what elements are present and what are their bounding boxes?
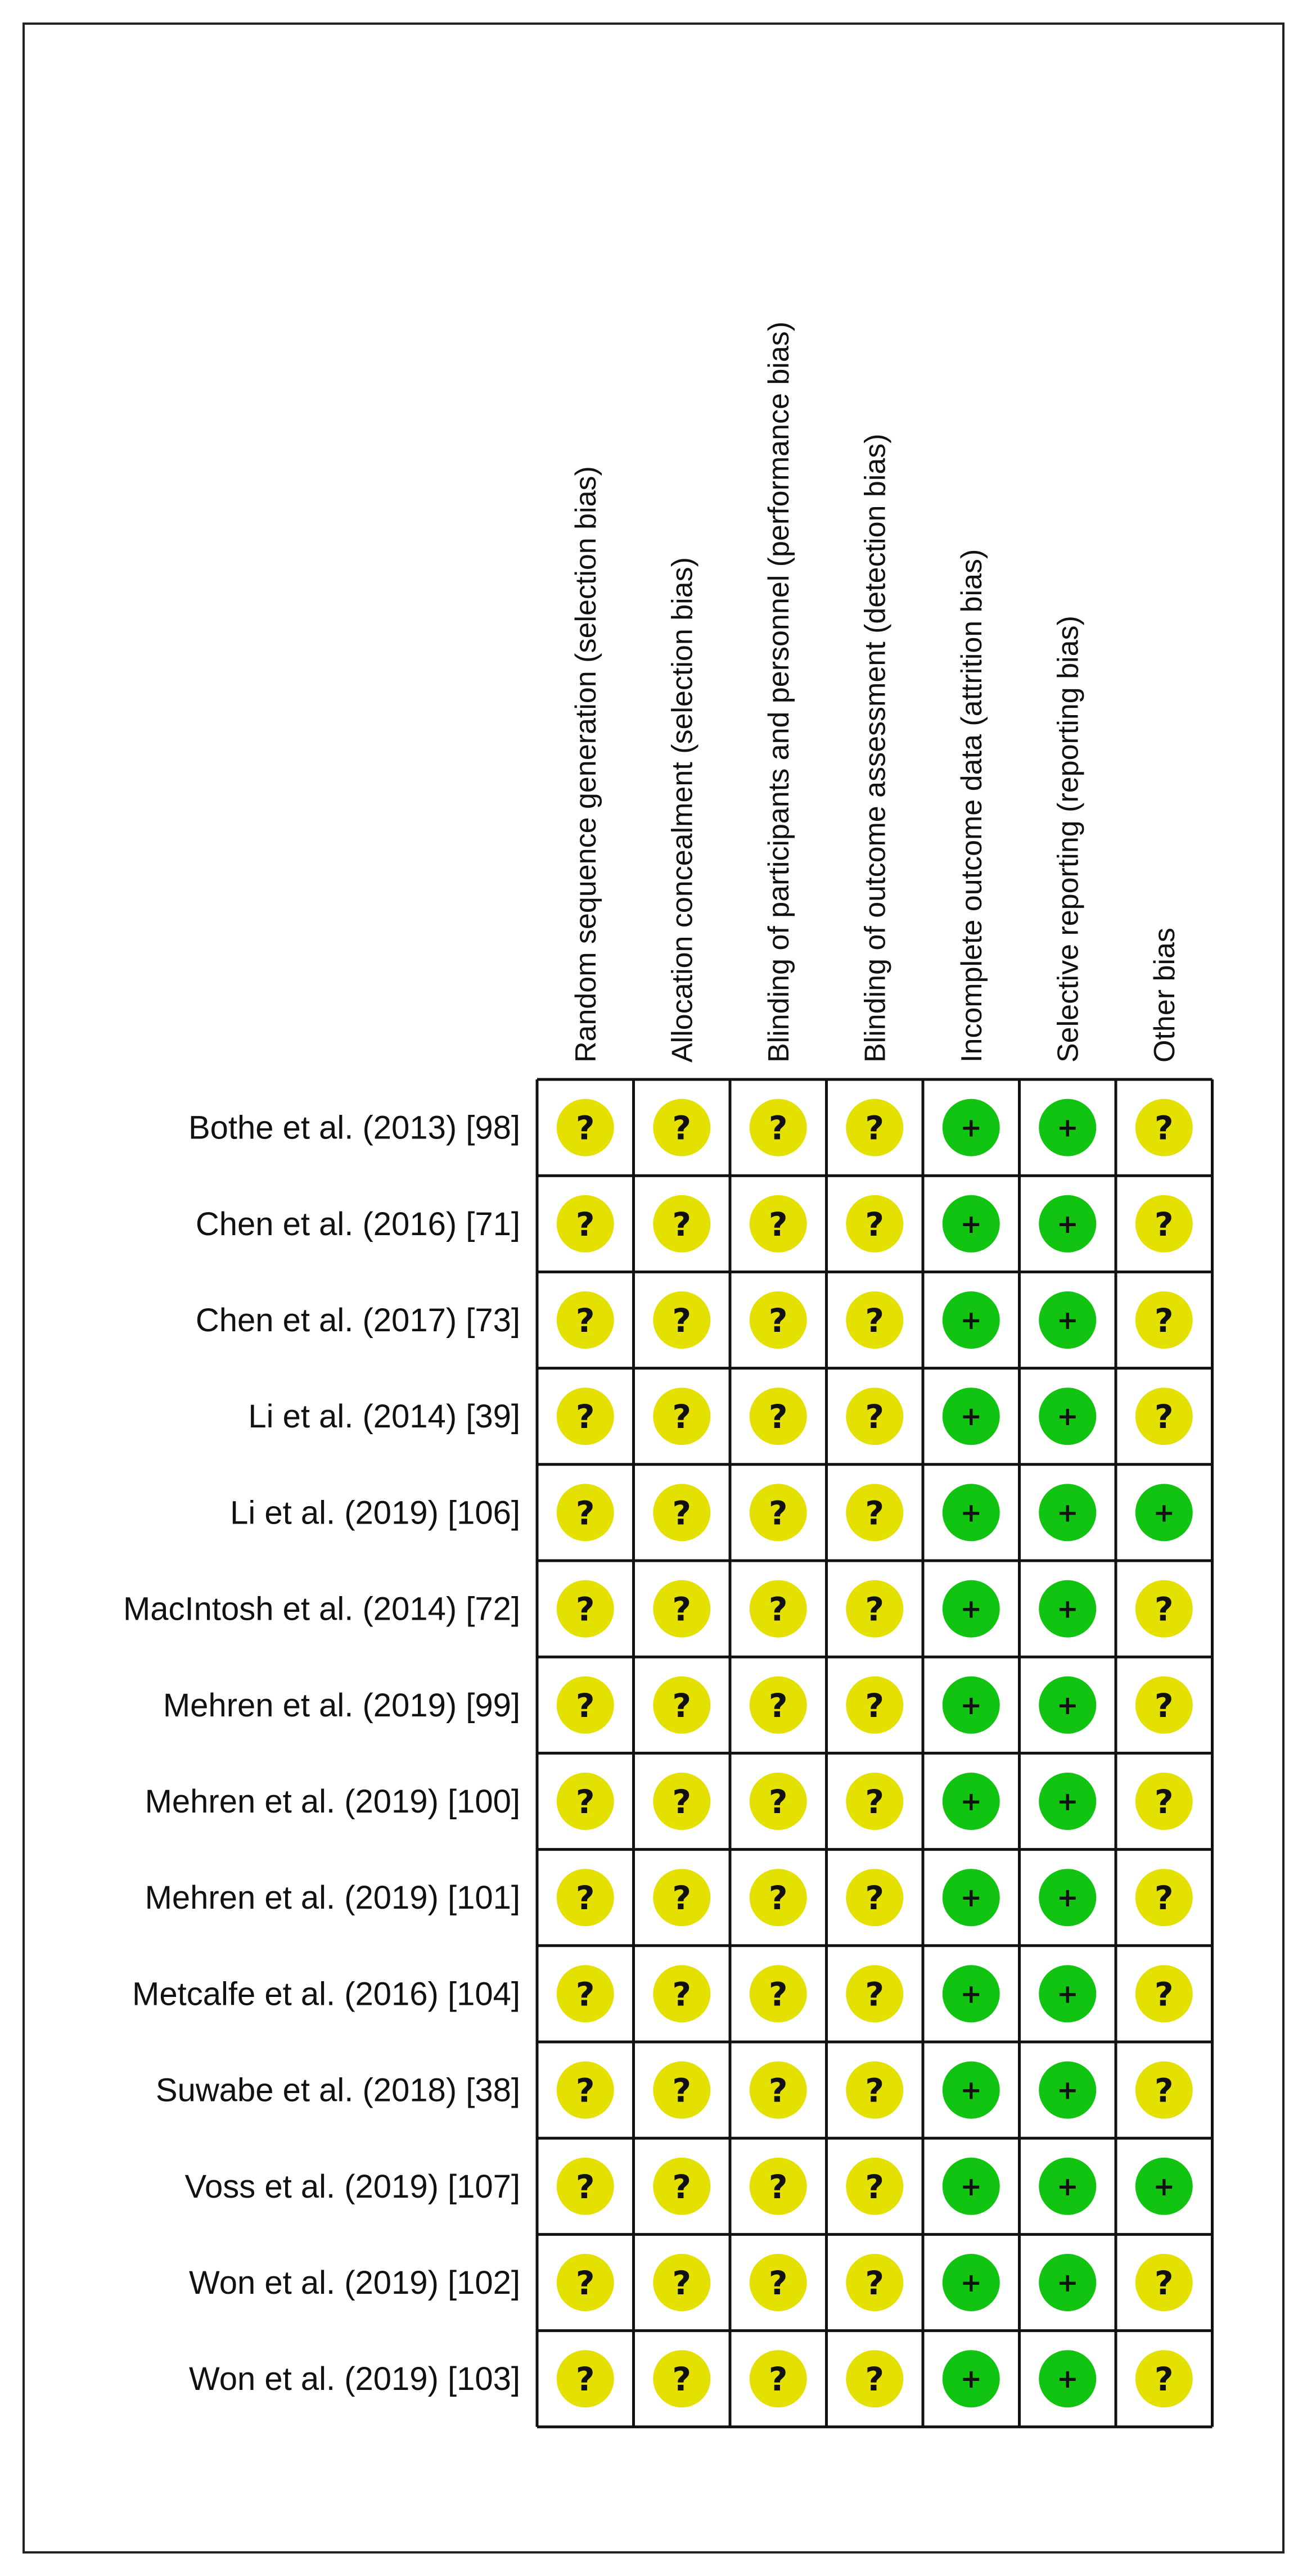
question-symbol: ?: [575, 2360, 595, 2399]
question-symbol: ?: [865, 1109, 885, 1147]
question-symbol: ?: [1154, 2360, 1174, 2399]
unclear-risk-mark: [557, 1484, 614, 1541]
question-symbol: ?: [1154, 1590, 1174, 1629]
question-symbol: ?: [865, 1783, 885, 1821]
question-symbol: ?: [575, 1398, 595, 1436]
low-risk-mark: [943, 2158, 1000, 2215]
question-symbol: ?: [865, 1301, 885, 1340]
low-risk-mark: [1039, 1676, 1096, 1734]
question-symbol: ?: [1154, 1686, 1174, 1725]
column-header: Blinding of participants and personnel (performance bias): [762, 321, 795, 1063]
unclear-risk-mark: [750, 1580, 807, 1638]
unclear-risk-mark: [846, 1773, 903, 1830]
unclear-risk-mark: [1135, 2062, 1193, 2119]
plus-symbol: +: [1056, 1689, 1079, 1720]
question-symbol: ?: [768, 1205, 788, 1244]
unclear-risk-mark: [653, 1869, 710, 1926]
plus-symbol: +: [960, 1978, 982, 2009]
unclear-risk-mark: [653, 1099, 710, 1156]
low-risk-mark: [1039, 1099, 1096, 1156]
question-symbol: ?: [1154, 2264, 1174, 2302]
unclear-risk-mark: [750, 1965, 807, 2022]
low-risk-mark: [943, 2254, 1000, 2311]
unclear-risk-mark: [653, 1291, 710, 1349]
question-symbol: ?: [672, 1109, 692, 1147]
unclear-risk-mark: [557, 1965, 614, 2022]
question-symbol: ?: [575, 1494, 595, 1533]
unclear-risk-mark: [653, 1580, 710, 1638]
question-symbol: ?: [865, 1494, 885, 1533]
question-symbol: ?: [768, 1494, 788, 1533]
unclear-risk-mark: [750, 1773, 807, 1830]
question-symbol: ?: [672, 2264, 692, 2302]
question-symbol: ?: [865, 2264, 885, 2302]
unclear-risk-mark: [750, 1291, 807, 1349]
low-risk-mark: [1039, 2254, 1096, 2311]
unclear-risk-mark: [1135, 1773, 1193, 1830]
question-symbol: ?: [672, 2071, 692, 2110]
unclear-risk-mark: [846, 1099, 903, 1156]
question-symbol: ?: [672, 1494, 692, 1533]
low-risk-mark: [1135, 1484, 1193, 1541]
low-risk-mark: [943, 1195, 1000, 1253]
question-symbol: ?: [575, 1686, 595, 1725]
low-risk-mark: [1039, 2350, 1096, 2407]
question-symbol: ?: [672, 1398, 692, 1436]
plus-symbol: +: [960, 1112, 982, 1143]
question-symbol: ?: [1154, 1109, 1174, 1147]
question-symbol: ?: [1154, 1975, 1174, 2014]
study-label: Voss et al. (2019) [107]: [184, 2168, 520, 2205]
study-label: Li et al. (2019) [106]: [230, 1494, 520, 1531]
unclear-risk-mark: [557, 1773, 614, 1830]
unclear-risk-mark: [653, 2158, 710, 2215]
question-symbol: ?: [1154, 1205, 1174, 1244]
unclear-risk-mark: [557, 1869, 614, 1926]
question-symbol: ?: [575, 1975, 595, 2014]
unclear-risk-mark: [846, 1195, 903, 1253]
unclear-risk-mark: [1135, 1580, 1193, 1638]
question-symbol: ?: [672, 1686, 692, 1725]
low-risk-mark: [943, 1484, 1000, 1541]
unclear-risk-mark: [846, 1965, 903, 2022]
unclear-risk-mark: [750, 1869, 807, 1926]
low-risk-mark: [1039, 2158, 1096, 2215]
plus-symbol: +: [1056, 1593, 1079, 1624]
plus-symbol: +: [960, 1497, 982, 1528]
unclear-risk-mark: [846, 1869, 903, 1926]
question-symbol: ?: [768, 1783, 788, 1821]
figure-frame: [22, 22, 1285, 2554]
low-risk-mark: [1039, 1773, 1096, 1830]
low-risk-mark: [1135, 2158, 1193, 2215]
question-symbol: ?: [865, 2360, 885, 2399]
column-header: Random sequence generation (selection bias): [569, 466, 602, 1063]
plus-symbol: +: [1153, 2171, 1175, 2202]
question-symbol: ?: [865, 1205, 885, 1244]
question-symbol: ?: [575, 1109, 595, 1147]
question-symbol: ?: [672, 1301, 692, 1340]
plus-symbol: +: [1056, 1112, 1079, 1143]
question-symbol: ?: [865, 1398, 885, 1436]
plus-symbol: +: [960, 1208, 982, 1239]
question-symbol: ?: [575, 1205, 595, 1244]
column-header: Other bias: [1148, 928, 1181, 1063]
plus-symbol: +: [960, 2075, 982, 2105]
study-label: Won et al. (2019) [102]: [189, 2265, 520, 2301]
question-symbol: ?: [768, 2071, 788, 2110]
plus-symbol: +: [960, 1401, 982, 1432]
study-label: Won et al. (2019) [103]: [189, 2361, 520, 2398]
unclear-risk-mark: [750, 1099, 807, 1156]
question-symbol: ?: [768, 2360, 788, 2399]
unclear-risk-mark: [557, 2350, 614, 2407]
unclear-risk-mark: [846, 2158, 903, 2215]
plus-symbol: +: [1056, 1497, 1079, 1528]
plus-symbol: +: [1056, 1882, 1079, 1913]
question-symbol: ?: [1154, 1879, 1174, 1918]
plus-symbol: +: [960, 2363, 982, 2394]
low-risk-mark: [1039, 1580, 1096, 1638]
unclear-risk-mark: [750, 1484, 807, 1541]
unclear-risk-mark: [653, 2350, 710, 2407]
plus-symbol: +: [960, 1593, 982, 1624]
unclear-risk-mark: [653, 2254, 710, 2311]
plus-symbol: +: [960, 2171, 982, 2202]
low-risk-mark: [943, 1580, 1000, 1638]
question-symbol: ?: [865, 1975, 885, 2014]
unclear-risk-mark: [750, 2062, 807, 2119]
low-risk-mark: [943, 1388, 1000, 1445]
low-risk-mark: [1039, 1195, 1096, 1253]
unclear-risk-mark: [750, 2158, 807, 2215]
unclear-risk-mark: [557, 1388, 614, 1445]
question-symbol: ?: [865, 1686, 885, 1725]
table-grid: [537, 1079, 1213, 2427]
study-label: Li et al. (2014) [39]: [248, 1398, 520, 1435]
plus-symbol: +: [960, 1786, 982, 1816]
unclear-risk-mark: [1135, 1965, 1193, 2022]
question-symbol: ?: [768, 1590, 788, 1629]
unclear-risk-mark: [653, 1965, 710, 2022]
low-risk-mark: [943, 1291, 1000, 1349]
question-symbol: ?: [768, 2264, 788, 2302]
unclear-risk-mark: [1135, 1676, 1193, 1734]
plus-symbol: +: [1056, 1208, 1079, 1239]
plus-symbol: +: [1056, 1786, 1079, 1816]
low-risk-mark: [1039, 1484, 1096, 1541]
unclear-risk-mark: [1135, 1195, 1193, 1253]
question-symbol: ?: [672, 1783, 692, 1821]
plus-symbol: +: [1056, 2363, 1079, 2394]
study-label: Chen et al. (2017) [73]: [195, 1302, 520, 1339]
plus-symbol: +: [1056, 1401, 1079, 1432]
question-symbol: ?: [768, 1879, 788, 1918]
question-symbol: ?: [575, 1879, 595, 1918]
question-symbol: ?: [672, 2360, 692, 2399]
unclear-risk-mark: [750, 1676, 807, 1734]
question-symbol: ?: [575, 1783, 595, 1821]
question-symbol: ?: [768, 1301, 788, 1340]
unclear-risk-mark: [846, 2062, 903, 2119]
risk-of-bias-table: [25, 25, 1282, 2551]
column-header: Blinding of outcome assessment (detection bias): [859, 433, 892, 1063]
low-risk-mark: [943, 1773, 1000, 1830]
study-label: Mehren et al. (2019) [99]: [163, 1687, 520, 1724]
question-symbol: ?: [865, 2071, 885, 2110]
study-label: Metcalfe et al. (2016) [104]: [132, 1976, 520, 2013]
unclear-risk-mark: [653, 1676, 710, 1734]
column-header: Incomplete outcome data (attrition bias): [955, 549, 988, 1063]
plus-symbol: +: [960, 1882, 982, 1913]
unclear-risk-mark: [846, 1484, 903, 1541]
unclear-risk-mark: [653, 1484, 710, 1541]
plus-symbol: +: [960, 1689, 982, 1720]
question-symbol: ?: [575, 1590, 595, 1629]
low-risk-mark: [1039, 1388, 1096, 1445]
question-symbol: ?: [1154, 1398, 1174, 1436]
unclear-risk-mark: [846, 1291, 903, 1349]
low-risk-mark: [1039, 1965, 1096, 2022]
question-symbol: ?: [1154, 2071, 1174, 2110]
question-symbol: ?: [1154, 1783, 1174, 1821]
low-risk-mark: [1039, 1291, 1096, 1349]
low-risk-mark: [1039, 1869, 1096, 1926]
unclear-risk-mark: [846, 2350, 903, 2407]
column-header: Allocation concealment (selection bias): [666, 557, 699, 1063]
study-label: Mehren et al. (2019) [100]: [145, 1783, 520, 1820]
low-risk-mark: [943, 1965, 1000, 2022]
plus-symbol: +: [960, 1305, 982, 1335]
question-symbol: ?: [575, 2264, 595, 2302]
unclear-risk-mark: [557, 1291, 614, 1349]
unclear-risk-mark: [750, 1195, 807, 1253]
question-symbol: ?: [768, 1398, 788, 1436]
column-header: Selective reporting (reporting bias): [1052, 616, 1085, 1063]
unclear-risk-mark: [846, 2254, 903, 2311]
question-symbol: ?: [672, 2167, 692, 2206]
unclear-risk-mark: [557, 1676, 614, 1734]
unclear-risk-mark: [750, 2254, 807, 2311]
unclear-risk-mark: [653, 1773, 710, 1830]
unclear-risk-mark: [1135, 2254, 1193, 2311]
question-symbol: ?: [865, 1590, 885, 1629]
unclear-risk-mark: [1135, 2350, 1193, 2407]
unclear-risk-mark: [557, 1099, 614, 1156]
unclear-risk-mark: [1135, 1099, 1193, 1156]
question-symbol: ?: [768, 2167, 788, 2206]
unclear-risk-mark: [750, 2350, 807, 2407]
unclear-risk-mark: [653, 1388, 710, 1445]
study-label: MacIntosh et al. (2014) [72]: [123, 1590, 520, 1628]
unclear-risk-mark: [846, 1580, 903, 1638]
unclear-risk-mark: [557, 1580, 614, 1638]
plus-symbol: +: [1056, 1978, 1079, 2009]
low-risk-mark: [943, 2062, 1000, 2119]
question-symbol: ?: [672, 1975, 692, 2014]
plus-symbol: +: [1056, 2171, 1079, 2202]
unclear-risk-mark: [557, 2254, 614, 2311]
question-symbol: ?: [768, 1686, 788, 1725]
unclear-risk-mark: [1135, 1388, 1193, 1445]
unclear-risk-mark: [1135, 1291, 1193, 1349]
plus-symbol: +: [960, 2267, 982, 2298]
study-label: Mehren et al. (2019) [101]: [145, 1879, 520, 1917]
unclear-risk-mark: [846, 1676, 903, 1734]
question-symbol: ?: [865, 2167, 885, 2206]
question-symbol: ?: [672, 1205, 692, 1244]
question-symbol: ?: [865, 1879, 885, 1918]
low-risk-mark: [943, 1676, 1000, 1734]
question-symbol: ?: [575, 2167, 595, 2206]
unclear-risk-mark: [557, 2158, 614, 2215]
question-symbol: ?: [575, 2071, 595, 2110]
plus-symbol: +: [1056, 2075, 1079, 2105]
low-risk-mark: [943, 1869, 1000, 1926]
question-symbol: ?: [672, 1879, 692, 1918]
study-label: Suwabe et al. (2018) [38]: [155, 2072, 520, 2109]
plus-symbol: +: [1056, 2267, 1079, 2298]
low-risk-mark: [1039, 2062, 1096, 2119]
unclear-risk-mark: [846, 1388, 903, 1445]
study-label: Bothe et al. (2013) [98]: [188, 1109, 520, 1146]
low-risk-mark: [943, 1099, 1000, 1156]
unclear-risk-mark: [557, 2062, 614, 2119]
question-symbol: ?: [768, 1109, 788, 1147]
unclear-risk-mark: [653, 2062, 710, 2119]
unclear-risk-mark: [750, 1388, 807, 1445]
unclear-risk-mark: [653, 1195, 710, 1253]
study-label: Chen et al. (2016) [71]: [195, 1205, 520, 1242]
question-symbol: ?: [1154, 1301, 1174, 1340]
plus-symbol: +: [1056, 1305, 1079, 1335]
low-risk-mark: [943, 2350, 1000, 2407]
question-symbol: ?: [575, 1301, 595, 1340]
question-symbol: ?: [768, 1975, 788, 2014]
question-symbol: ?: [672, 1590, 692, 1629]
plus-symbol: +: [1153, 1497, 1175, 1528]
unclear-risk-mark: [1135, 1869, 1193, 1926]
unclear-risk-mark: [557, 1195, 614, 1253]
